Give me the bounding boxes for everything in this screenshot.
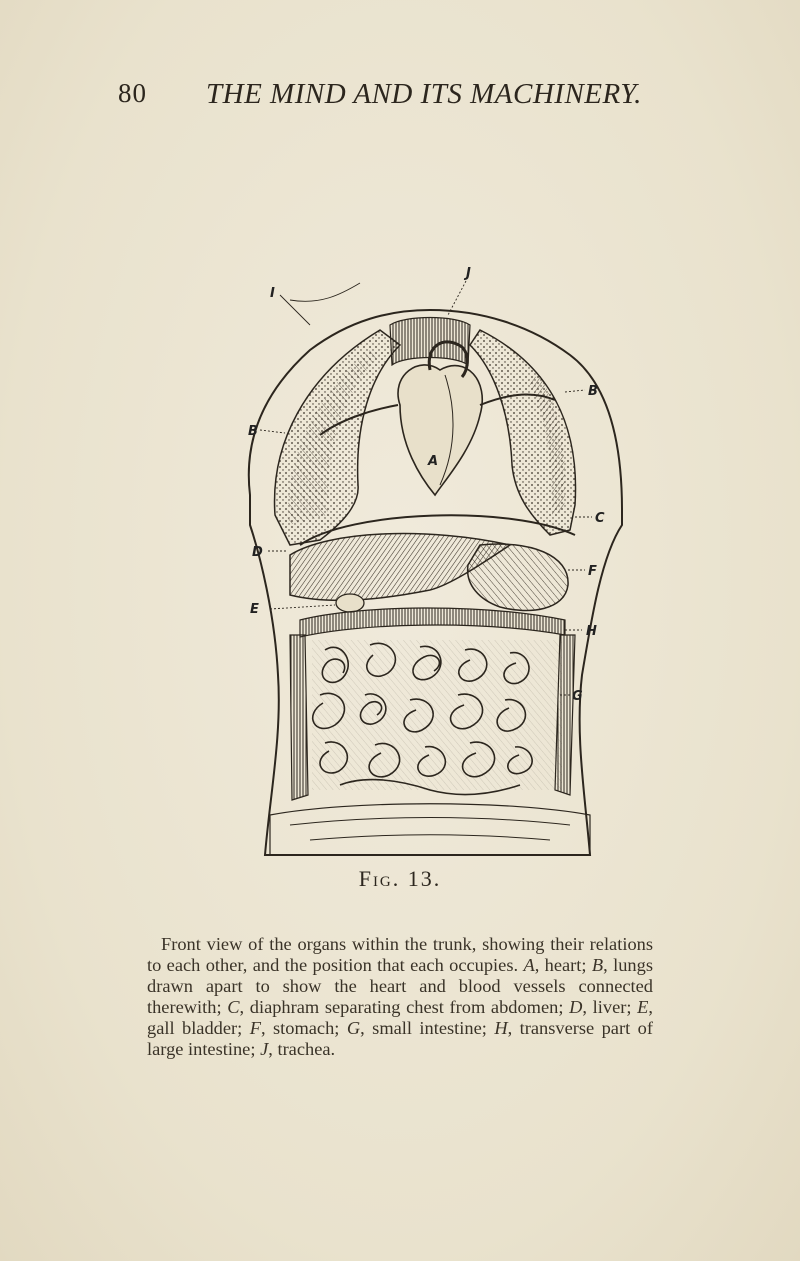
caption-item: E, gall bladder; [147,997,653,1038]
ascending-colon [290,635,308,800]
label-a: A [428,454,439,469]
label-j: J [466,266,471,281]
caption-item: H, transverse part of large intestine; [147,1018,653,1059]
caption-item: A, heart; [523,955,587,975]
label-i: I [270,286,275,301]
gall-bladder [336,594,364,612]
stomach [468,544,568,610]
label-e: E [250,602,259,617]
running-title: THE MIND AND ITS MACHINERY. [206,78,642,110]
caption-item: C, diaphram separating chest from abdomen; [227,997,564,1017]
label-f: F [588,564,597,579]
anatomical-illustration [230,255,630,875]
transverse-colon [300,608,565,637]
label-d: D [252,545,263,560]
figure-caption-title: Fig. 13. [358,866,442,891]
label-c: C [595,511,605,526]
label-h: H [586,624,597,639]
label-b-left: B [248,424,258,439]
page-number: 80 [118,78,147,108]
figure-caption-body [147,934,653,1060]
pelvic-region [270,804,590,855]
trunk-organs-engraving [230,255,630,875]
label-g: G [572,689,583,704]
caption-item: B, lungs drawn apart to show the heart and blood vessels connected therewith; [147,955,653,1017]
caption-item: G, small intestine; [346,1018,487,1038]
caption-item: J, trachea. [260,1039,336,1059]
caption-item: D, liver; [569,997,632,1017]
page-header [118,78,718,118]
label-b-right: B [588,384,598,399]
heart [398,365,482,495]
caption-intro: Front view of the organs within the trunk, showing their relations to each other, and the position that each occupies. [147,934,653,975]
caption-item: F, stomach; [249,1018,340,1038]
intestine-shading [312,640,562,790]
